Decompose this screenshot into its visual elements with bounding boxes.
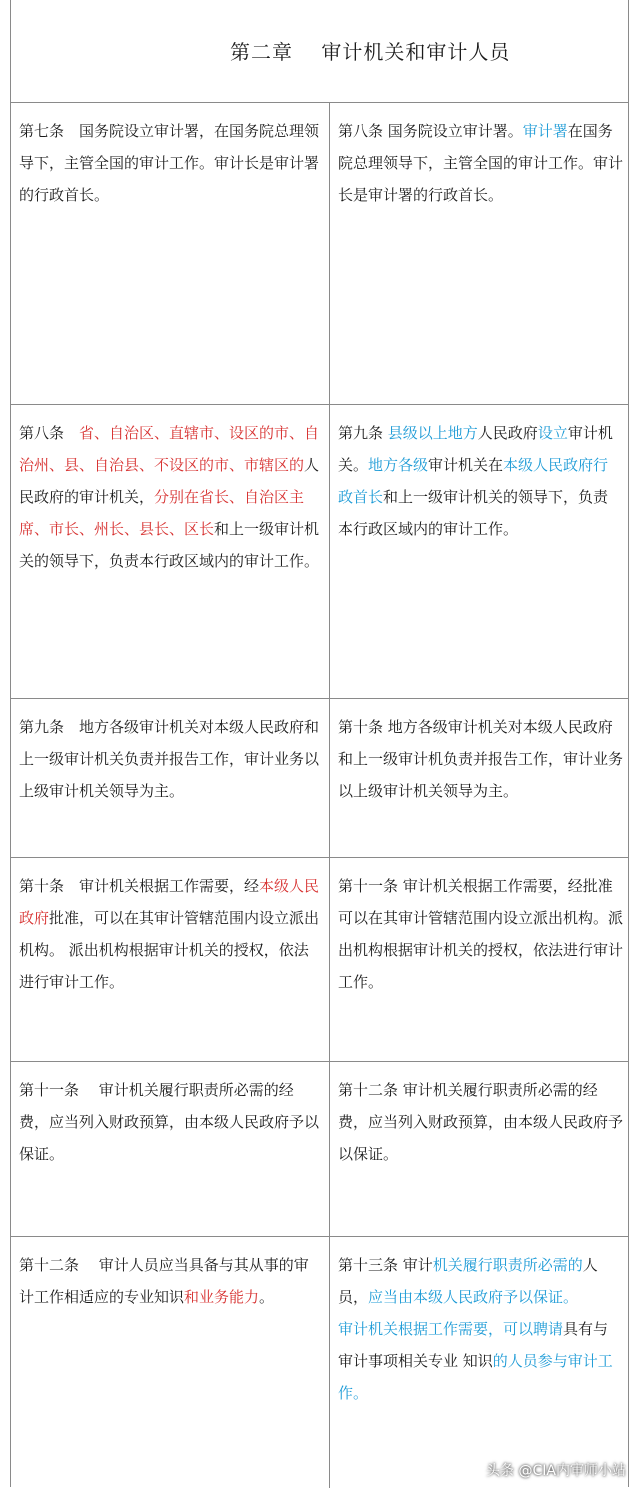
clause-text: 第十二条 审计人员应当具备与其从事的审计工作相适应的专业知识 bbox=[19, 1256, 309, 1306]
clause-text: 第九条 地方各级审计机关对本级人民政府和上一级审计机关负责并报告工作，审计业务以上级审计机关领导为主。 bbox=[19, 718, 320, 800]
clause-text: 。 bbox=[259, 1288, 275, 1306]
old-law-cell bbox=[10, 405, 330, 698]
clause-text: 第八条 bbox=[19, 424, 80, 442]
table-row bbox=[10, 1237, 629, 1488]
deleted-text: 省、自治区、直辖市、设区的市、自治州、县、自治县、不设区的市、市辖区的 bbox=[19, 424, 320, 474]
amended-text: 审计署 bbox=[522, 122, 568, 140]
clause-text: 第十三条 审计 bbox=[338, 1256, 433, 1274]
amended-text: 设立 bbox=[537, 424, 568, 442]
clause-text: 审计机关。 bbox=[338, 424, 613, 474]
amended-text: 地方各级 bbox=[368, 456, 429, 474]
deleted-text: 本级人民政府 bbox=[19, 877, 320, 927]
clause-text: 第八条 国务院设立审计署。 bbox=[338, 122, 523, 140]
deleted-text: 和业务能力 bbox=[184, 1288, 260, 1306]
clause-text: 第十一条 审计机关根据工作需要，经批准可以在其审计管辖范围内设立派出机构。派出机构根据审计机关的授权，依法进行审计工作。 bbox=[338, 877, 624, 991]
clause-text: 人民政府 bbox=[477, 424, 538, 442]
new-law-cell bbox=[330, 699, 629, 857]
clause-text: 和上一级审计机关的领导下，负责本行政区域内的审计工作。 bbox=[19, 520, 320, 570]
table-row bbox=[10, 405, 629, 699]
amended-text: 机关履行职责所必需的 bbox=[432, 1256, 583, 1274]
table-row bbox=[10, 103, 629, 405]
clause-text: 具有与审计事项相关专业 知识 bbox=[338, 1320, 609, 1370]
chapter-title: 第二章 审计机关和审计人员 bbox=[230, 40, 511, 64]
clause-text: 批准，可以在其审计管辖范围内设立派出机构。 派出机构根据审计机关的授权，依法进行审计工作。 bbox=[19, 909, 320, 991]
new-law-cell bbox=[330, 405, 629, 698]
clause-text: 在国务院总理领导下，主管全国的审计工作。审计长是审计署的行政首长。 bbox=[338, 122, 624, 204]
clause-text: 审计机关在 bbox=[428, 456, 504, 474]
amended-text: 的人员参与审计工作。 bbox=[338, 1352, 613, 1402]
deleted-text: 分别在省长、自治区主席、市长、州长、县长、区长 bbox=[19, 488, 305, 538]
table-row bbox=[10, 699, 629, 858]
clause-text: 第十二条 审计机关履行职责所必需的经费，应当列入财政预算，由本级人民政府予以保证。 bbox=[338, 1081, 624, 1163]
clause-text: 第十条 审计机关根据工作需要，经 bbox=[19, 877, 260, 895]
new-law-cell bbox=[330, 858, 629, 1061]
amended-text: 县级以上地方 bbox=[387, 424, 478, 442]
old-law-cell bbox=[10, 699, 330, 857]
amended-text: 本级人民政府行政首长 bbox=[338, 456, 609, 506]
table-row bbox=[10, 1062, 629, 1237]
clause-text: 人员， bbox=[338, 1256, 598, 1306]
amended-text: 应当由本级人民政府予以保证。 bbox=[368, 1288, 579, 1306]
new-law-cell bbox=[330, 103, 629, 404]
new-law-cell bbox=[330, 1237, 629, 1488]
clause-text: 第九条 bbox=[338, 424, 388, 442]
old-law-cell bbox=[10, 1062, 330, 1236]
clause-text: 第七条 国务院设立审计署，在国务院总理领导下，主管全国的审计工作。审计长是审计署的行政首长。 bbox=[19, 122, 320, 204]
clause-text: 第十一条 审计机关履行职责所必需的经费，应当列入财政预算，由本级人民政府予以保证。 bbox=[19, 1081, 320, 1163]
old-law-cell bbox=[10, 103, 330, 404]
new-law-cell bbox=[330, 1062, 629, 1236]
clause-text: 人民政府的审计机关， bbox=[19, 456, 320, 506]
old-law-cell bbox=[10, 858, 330, 1061]
clause-text: 第十条 地方各级审计机关对本级人民政府和上一级审计机负责并报告工作，审计业务以上级审计机关领导为主。 bbox=[338, 718, 624, 800]
watermark: 头条 @CIA内审师小站 bbox=[486, 1463, 626, 1479]
clause-text: 和上一级审计机关的领导下，负责本行政区域内的审计工作。 bbox=[338, 488, 609, 538]
old-law-cell bbox=[10, 1237, 330, 1488]
table-row bbox=[10, 858, 629, 1062]
amended-text: 审计机关根据工作需要，可以聘请 bbox=[338, 1320, 564, 1338]
chapter-heading-cell bbox=[10, 0, 629, 103]
